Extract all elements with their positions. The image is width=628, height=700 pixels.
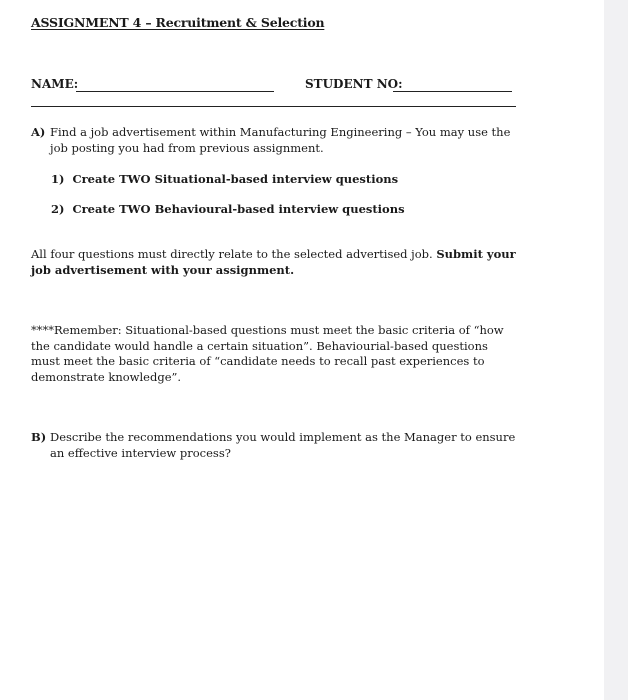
name-blank-line [76, 91, 274, 92]
name-label: NAME: [31, 77, 79, 91]
list-item [51, 172, 398, 186]
list-item-text: Create TWO Situational-based interview questions [72, 172, 399, 186]
instructions-plain: All four questions must directly relate to the selected advertised job. [31, 247, 433, 261]
instructions-bold: Submit your job advertisement with your assignment. [31, 247, 516, 277]
assignment-title: ASSIGNMENT 4 – Recruitment & Selection [31, 15, 325, 30]
list-item-marker: 1) [51, 172, 65, 186]
header-divider [31, 106, 516, 107]
question-b-text: Describe the recommendations you would implement as the Manager to ensure an effective interview process? [50, 430, 516, 460]
question-a-marker: A) [31, 125, 46, 139]
question-a-text: Find a job advertisement within Manufacturing Engineering – You may use the job posting you had from previous assignment. [50, 125, 511, 155]
instructions-paragraph [31, 247, 516, 278]
question-a [31, 125, 511, 156]
list-item-text: Create TWO Behavioural-based interview questions [72, 202, 405, 216]
list-item-marker: 2) [51, 202, 65, 216]
viewer-gutter [604, 0, 628, 700]
student-no-label: STUDENT NO: [305, 77, 403, 91]
question-b-marker: B) [31, 430, 47, 444]
student-no-blank-line [393, 91, 512, 92]
question-b [31, 430, 516, 461]
list-item [51, 202, 405, 216]
remember-note: ****Remember: Situational-based questions must meet the basic criteria of “how the candidate would handle a certain situation”. Behaviourial-based questions must meet the basic criteria of “candidate needs to recall past experiences to demonstrate knowledge”. [31, 323, 504, 384]
